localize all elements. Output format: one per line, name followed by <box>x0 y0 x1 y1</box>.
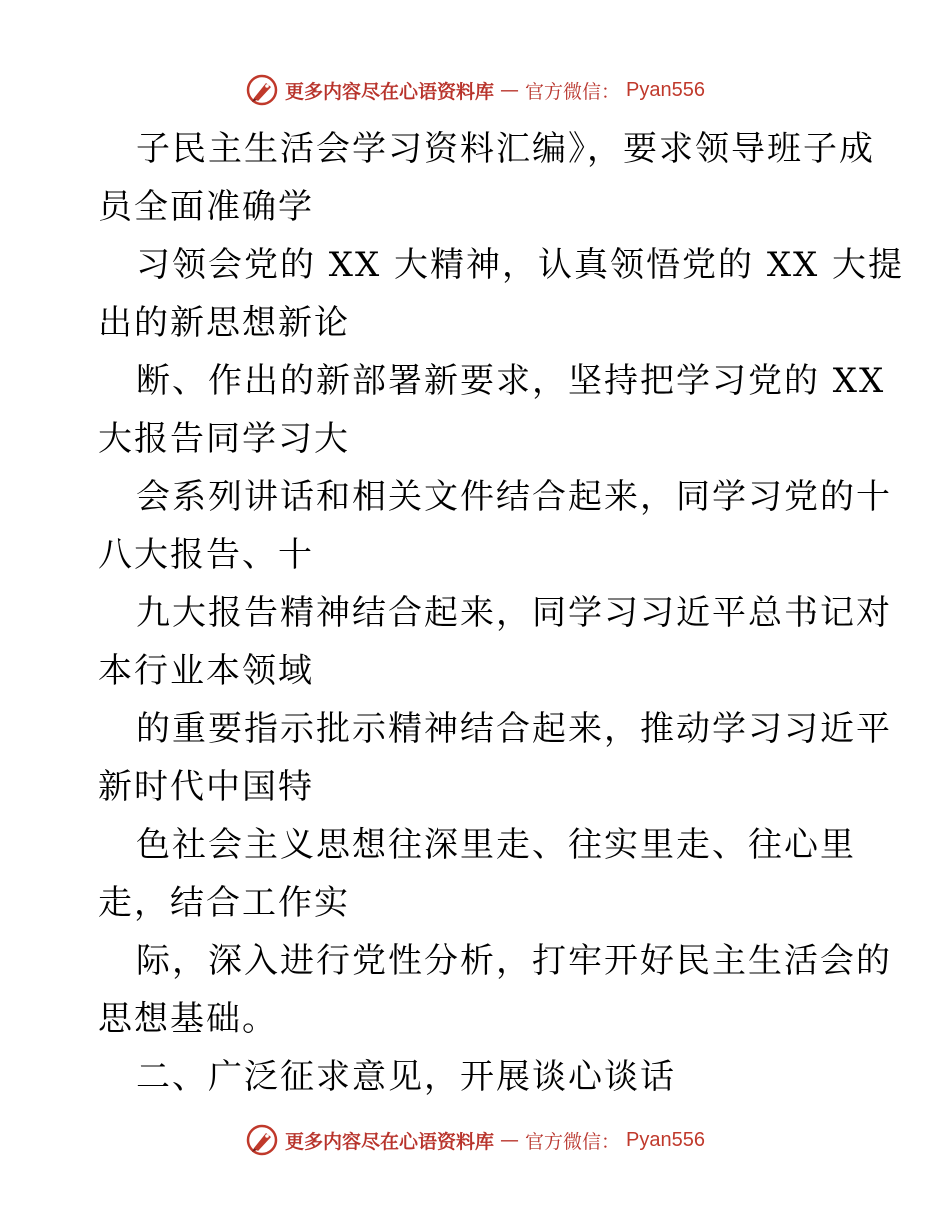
body-line: 的重要指示批示精神结合起来，推动学习习近平 <box>136 709 892 749</box>
body-line: 会系列讲话和相关文件结合起来，同学习党的十 <box>136 477 892 517</box>
body-line: 子民主生活会学习资料汇编》，要求领导班子成 <box>136 129 875 169</box>
body-line: 九大报告精神结合起来，同学习习近平总书记对 <box>136 593 892 633</box>
footer-banner <box>0 1120 950 1160</box>
body-line: 断、作出的新部署新要求，坚持把学习党的 XX <box>136 361 886 401</box>
header-banner-dash: — <box>500 79 520 101</box>
pen-nib-logo-icon <box>245 1123 279 1157</box>
body-line: 走，结合工作实 <box>98 883 350 923</box>
header-banner-text: 更多内容尽在心语资料库 <box>285 80 495 103</box>
body-line: 习领会党的 XX 大精神，认真领悟党的 XX 大提 <box>136 245 905 285</box>
document-body <box>98 120 905 1106</box>
pen-nib-logo-icon <box>245 73 279 107</box>
body-line: 思想基础。 <box>98 999 278 1039</box>
header-banner <box>0 70 950 110</box>
body-line: 八大报告、十 <box>98 535 314 575</box>
header-wechat-id: Pyan556 <box>626 78 705 101</box>
footer-banner-content <box>245 1123 705 1157</box>
header-wechat-label: 官方微信： <box>525 80 621 103</box>
section-heading: 二、广泛征求意见，开展谈心谈话 <box>136 1057 676 1097</box>
body-line: 大报告同学习大 <box>98 419 350 459</box>
footer-banner-dash: — <box>500 1129 520 1151</box>
footer-banner-text: 更多内容尽在心语资料库 <box>285 1130 495 1153</box>
body-line: 际，深入进行党性分析，打牢开好民主生活会的 <box>136 941 892 981</box>
body-line: 新时代中国特 <box>98 767 314 807</box>
body-line: 色社会主义思想往深里走、往实里走、往心里 <box>136 825 856 865</box>
footer-wechat-id: Pyan556 <box>626 1128 705 1151</box>
header-banner-content <box>245 73 705 107</box>
footer-wechat-label: 官方微信： <box>525 1130 621 1153</box>
body-line: 本行业本领域 <box>98 651 314 691</box>
body-line: 员全面准确学 <box>98 187 314 227</box>
body-line: 出的新思想新论 <box>98 303 350 343</box>
